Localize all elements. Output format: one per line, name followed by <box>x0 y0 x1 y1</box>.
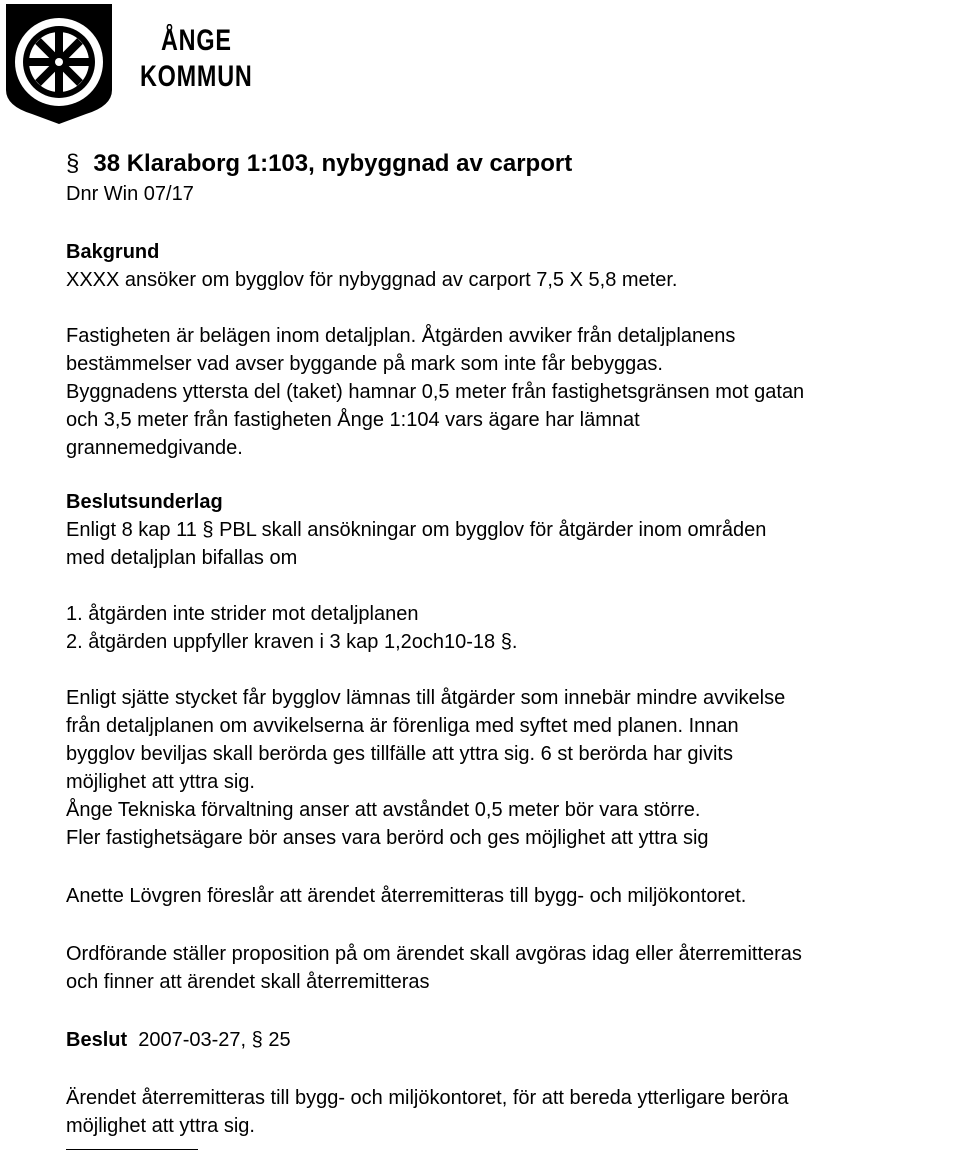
bakgrund-title: Bakgrund <box>66 241 160 263</box>
paragraph-line: Enligt sjätte stycket får bygglov lämnas till åtgärder som innebär mindre avvikelse <box>66 687 786 709</box>
bakgrund-paragraph <box>66 322 956 462</box>
document-body <box>66 148 956 1140</box>
paragraph-line: möjlighet att yttra sig. <box>66 1115 255 1137</box>
beslutsunderlag-paragraph <box>66 684 956 852</box>
paragraph-symbol: § <box>66 150 80 177</box>
bakgrund-line: XXXX ansöker om bygglov för nybyggnad av carport 7,5 X 5,8 meter. <box>66 269 678 291</box>
proposal-line: Anette Lövgren föreslår att ärendet återremitteras till bygg- och miljökontoret. <box>66 885 747 907</box>
list-item: 2. åtgärden uppfyller kraven i 3 kap 1,2och10-18 §. <box>66 631 518 653</box>
paragraph-line: Fastigheten är belägen inom detaljplan. Åtgärden avviker från detaljplanens <box>66 325 736 347</box>
paragraph-line: möjlighet att yttra sig. <box>66 771 255 793</box>
beslut-title: Beslut <box>66 1029 128 1051</box>
paragraph-line: Ordförande ställer proposition på om ärendet skall avgöras idag eller återremitteras <box>66 943 802 965</box>
paragraph-line: och finner att ärendet skall återremitteras <box>66 971 430 993</box>
paragraph-line: Byggnadens yttersta del (taket) hamnar 0,5 meter från fastighetsgränsen mot gatan <box>66 381 805 403</box>
decision-line <box>66 1026 956 1054</box>
paragraph-line: Ärendet återremitteras till bygg- och miljökontoret, för att bereda ytterligare beröra <box>66 1087 789 1109</box>
logo-text-kommun: KOMMUN <box>140 60 253 93</box>
paragraph-line: grannemedgivande. <box>66 437 243 459</box>
logo-text-ange: ÅNGE <box>161 24 232 57</box>
list-item: 1. åtgärden inte strider mot detaljplanen <box>66 603 419 625</box>
paragraph-line: Enligt 8 kap 11 § PBL skall ansökningar om bygglov för åtgärder inom områden <box>66 519 767 541</box>
beslutsunderlag-title: Beslutsunderlag <box>66 491 223 513</box>
case-number: Dnr Win 07/17 <box>66 183 194 205</box>
paragraph-line: och 3,5 meter från fastigheten Ånge 1:104 vars ägare har lämnat <box>66 409 640 431</box>
heading-text: 38 Klaraborg 1:103, nybyggnad av carport <box>93 150 573 177</box>
paragraph-line: bygglov beviljas skall berörda ges tillfälle att yttra sig. 6 st berörda har givits <box>66 743 733 765</box>
paragraph-line: Ånge Tekniska förvaltning anser att avståndet 0,5 meter bör vara större. <box>66 799 701 821</box>
wheel-emblem-icon <box>0 2 118 126</box>
beslut-date: 2007-03-27, § 25 <box>138 1029 291 1051</box>
paragraph-line: från detaljplanen om avvikelserna är förenliga med syftet med planen. Innan <box>66 715 739 737</box>
paragraph-line: bestämmelser vad avser byggande på mark som inte får bebyggas. <box>66 353 663 375</box>
municipality-logo <box>0 2 260 126</box>
paragraph-line: Fler fastighetsägare bör anses vara berörd och ges möjlighet att yttra sig <box>66 827 709 849</box>
paragraph-line: med detaljplan bifallas om <box>66 547 298 569</box>
signature-rule <box>66 1149 198 1150</box>
section-heading <box>66 148 956 180</box>
